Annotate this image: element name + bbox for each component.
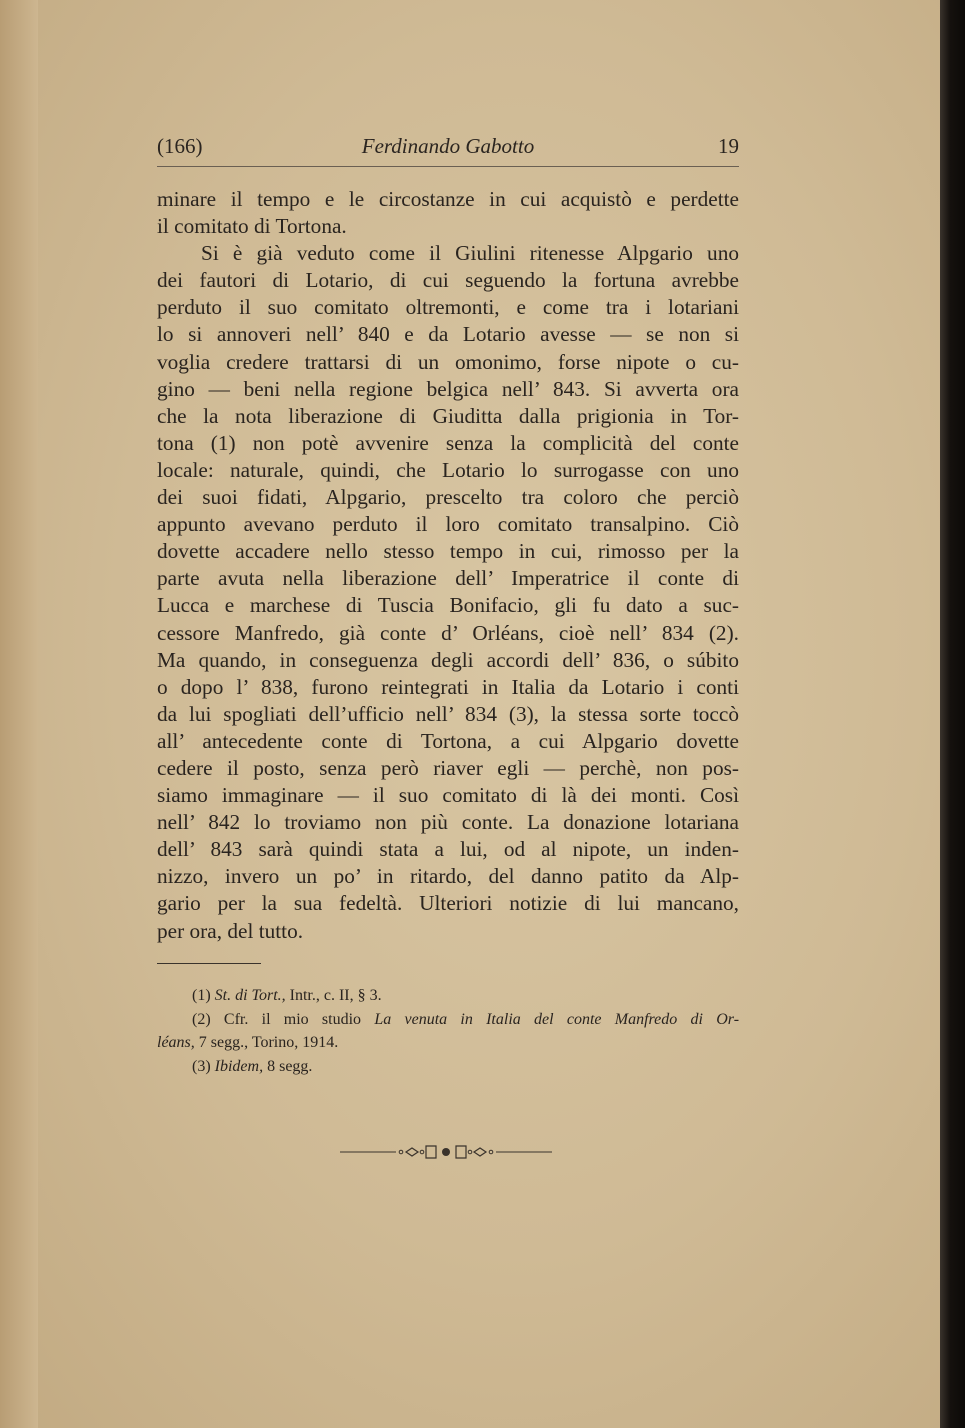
- footnote-ref: léans,: [157, 1034, 195, 1051]
- footnote-ref: La venuta in Italia del conte Manfredo di Or-: [374, 1010, 740, 1028]
- text-line: locale: naturale, quindi, che Lotario lo surrogasse con uno: [157, 457, 739, 482]
- footnote-number: (2): [192, 1010, 211, 1028]
- footnote-2-cont: [157, 1031, 739, 1055]
- footnote-text: Cfr. il mio studio: [223, 1010, 362, 1028]
- text-line: Si è già veduto come il Giulini ritenesse Alpgario uno: [201, 241, 739, 266]
- text-line: il comitato di Tortona.: [157, 214, 347, 239]
- text-line: gario per la sua fedeltà. Ulteriori notizie di lui mancano,: [157, 891, 739, 916]
- text-line: dovette accadere nello stesso tempo in cui, rimosso per la: [157, 539, 739, 564]
- footnote-text: 7 segg., Torino, 1914.: [198, 1034, 339, 1051]
- footnote-rule: [157, 963, 261, 964]
- body-text: [157, 186, 739, 945]
- page-gutter: [0, 0, 38, 1428]
- text-line: tona (1) non potè avvenire senza la complicità del conte: [157, 430, 739, 455]
- text-line: Ma quando, in conseguenza degli accordi dell’ 836, o súbito: [157, 647, 739, 672]
- text-line: cedere il posto, senza però riaver egli — perchè, non pos-: [157, 755, 739, 780]
- scan-edge: [940, 0, 965, 1428]
- text-line: gino — beni nella regione belgica nell’ 843. Si avverta ora: [157, 376, 739, 401]
- text-line: dei suoi fidati, Alpgario, prescelto tra coloro che perciò: [157, 485, 739, 510]
- text-line: all’ antecedente conte di Tortona, a cui Alpgario dovette: [157, 728, 739, 753]
- footnote-number: (3): [192, 1057, 211, 1075]
- text-line: da lui spogliati dell’ufficio nell’ 834 (3), la stessa sorte toccò: [157, 701, 739, 726]
- text-line: perduto il suo comitato oltremonti, e come tra i lotariani: [157, 295, 739, 320]
- footnote-ref: St. di Tort.,: [214, 987, 286, 1004]
- text-line: appunto avevano perduto il loro comitato transalpino. Ciò: [157, 512, 739, 537]
- footnotes: [157, 984, 739, 1078]
- running-head: [157, 134, 739, 164]
- footnote-number: (1): [192, 987, 211, 1004]
- header-rule: [157, 166, 739, 167]
- text-line: dei fautori di Lotario, di cui seguendo la fortuna avrebbe: [157, 268, 739, 293]
- footnote-3: [157, 1055, 739, 1079]
- footnote-2: [157, 1008, 739, 1032]
- text-line: lo si annoveri nell’ 840 e da Lotario avesse — se non si: [157, 322, 739, 347]
- page-number-left: (166): [157, 134, 203, 158]
- running-head-author: Ferdinando Gabotto: [361, 134, 535, 158]
- text-line: o dopo l’ 838, furono reintegrati in Italia da Lotario i conti: [157, 674, 739, 699]
- footnote-ref: Ibidem,: [214, 1057, 264, 1075]
- footnote-1: [157, 984, 739, 1008]
- footnote-text: 8 segg.: [267, 1057, 313, 1075]
- text-line: per ora, del tutto.: [157, 918, 304, 943]
- text-line: cessore Manfredo, già conte d’ Orléans, cioè nell’ 834 (2).: [157, 620, 739, 645]
- tailpiece-ornament-icon: [340, 1140, 552, 1164]
- text-line: parte avuta nella liberazione dell’ Imperatrice il conte di: [157, 566, 739, 591]
- text-line: minare il tempo e le circostanze in cui acquistò e perdette: [157, 187, 739, 211]
- page-number-right: 19: [718, 134, 739, 158]
- text-line: nell’ 842 lo troviamo non più conte. La donazione lotariana: [157, 810, 739, 835]
- footnote-text: Intr., c. II, § 3.: [289, 987, 382, 1004]
- text-line: voglia credere trattarsi di un omonimo, forse nipote o cu-: [157, 349, 739, 374]
- text-line: siamo immaginare — il suo comitato di là dei monti. Così: [157, 783, 739, 808]
- text-line: che la nota liberazione di Giuditta dalla prigionia in Tor-: [157, 403, 739, 428]
- text-line: dell’ 843 sarà quindi stata a lui, od al nipote, un inden-: [157, 837, 739, 862]
- text-line: Lucca e marchese di Tuscia Bonifacio, gli fu dato a suc-: [157, 593, 739, 618]
- text-line: nizzo, invero un po’ in ritardo, del danno patito da Alp-: [157, 864, 739, 889]
